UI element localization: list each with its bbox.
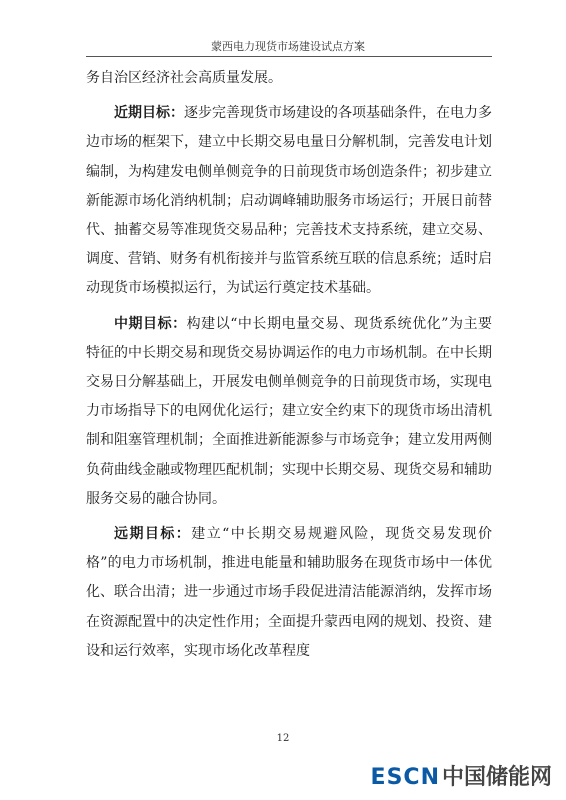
long-term-goal-paragraph [86,520,492,666]
watermark-site-name: 中国储能网 [441,765,552,790]
mid-term-goal-label: 中期目标： [114,315,187,332]
header-divider [86,56,492,57]
mid-term-goal-paragraph [86,310,492,514]
long-term-goal-label: 远期目标： [114,526,192,543]
near-term-goal-label: 近期目标： [114,105,184,122]
page-number: 12 [276,733,290,744]
escn-watermark-logo [371,760,552,791]
near-term-goal-text: 逐步完善现货市场建设的各项基础条件，在电力多边市场的框架下，建立中长期交易电量日分解机制，完善发电计划编制，为构建发电侧单侧竞争的日前现货市场创造条件；初步建立新能源市场化消纳机制；启动调峰辅助服务市场运行；开展日前替代、抽蓄交易等准现货交易品种；完善技术支持系统，建立交易、调度、营销、财务有机衔接并与监管系统互联的信息系统；适时启动现货市场模拟运行，为试运行奠定技术基础。 [86,105,492,297]
continuation-paragraph: 务自治区经济社会高质量发展。 [86,70,282,86]
mid-term-goal-text: 构建以“中长期电量交易、现货系统优化”为主要特征的中长期交易和现货交易协调运作的电力市场机制。在中长期交易日分解基础上，开展发电侧单侧竞争的日前现货市场，实现电力市场指导下的电网优化运行；建立安全约束下的现货市场出清机制和阻塞管理机制；全面推进新能源参与市场竞争；建立发用两侧负荷曲线金融或物理匹配机制；实现中长期交易、现货交易和辅助服务交易的融合协同。 [86,315,492,507]
watermark-brand: ESCN [370,765,440,790]
page-header-title: 蒙西电力现货市场建设试点方案 [211,40,365,53]
near-term-goal-paragraph [86,99,492,303]
document-body [86,64,492,672]
long-term-goal-text: 建立“中长期交易规避风险，现货交易发现价格”的电力市场机制，推进电能量和辅助服务在现货市场中一体优化、联合出清；进一步通过市场手段促进清洁能源消纳，发挥市场在资源配置中的决定性作用；全面提升蒙西电网的规划、投资、建设和运行效率，实现市场化改革程度 [86,526,493,659]
